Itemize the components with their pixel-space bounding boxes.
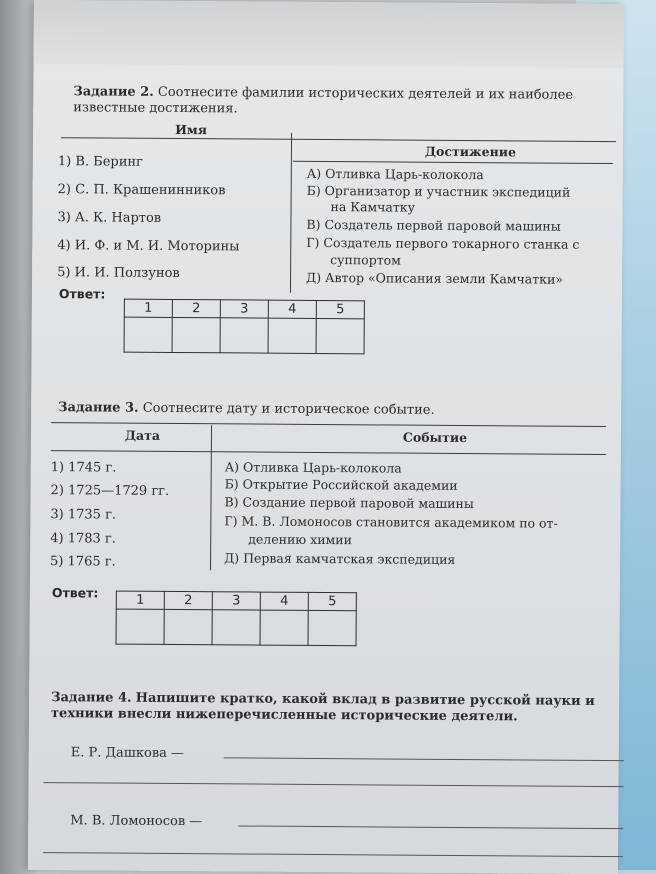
task2-answer-col-4: 4	[268, 300, 316, 318]
task3-date-5: 5) 1765 г.	[50, 554, 116, 570]
task3-answer-cell-5[interactable]	[308, 610, 356, 645]
task2-table-header-rule	[293, 161, 613, 164]
task2-achievement-b-line1: Б) Организатор и участник экспедиций	[306, 182, 571, 200]
task4-write-line-3[interactable]	[238, 825, 623, 829]
task3-event-d-line2: делению химии	[248, 531, 353, 548]
workbook-page	[28, 0, 624, 874]
task3-answer-col-5: 5	[308, 592, 356, 610]
task3-date-1: 1) 1745 г.	[50, 460, 117, 476]
task3-heading: Задание 3.	[58, 400, 139, 416]
task3-table-header-rule	[51, 450, 606, 455]
task2-answer-col-5: 5	[316, 300, 364, 318]
task2-name-4: 4) И. Ф. и М. И. Моторины	[57, 238, 240, 255]
task2-achievement-b-line2: на Камчатку	[330, 199, 416, 215]
task3-event-e: Д) Первая камчатская экспедиция	[224, 550, 456, 567]
task2-heading: Задание 2.	[73, 84, 154, 100]
task3-answer-cell-2[interactable]	[164, 609, 212, 644]
task2-answer-cell-2[interactable]	[172, 317, 220, 352]
task2-name-5: 5) И. И. Ползунов	[57, 265, 180, 282]
task3-answer-cell-4[interactable]	[260, 610, 308, 645]
task4-write-line-4[interactable]	[43, 852, 623, 857]
task2-table-top-rule	[61, 137, 616, 142]
task4-person-2: М. В. Ломоносов —	[70, 813, 203, 830]
page-top-band	[34, 0, 624, 68]
task2-answer-cell-4[interactable]	[268, 318, 316, 353]
task3-date-4: 4) 1783 г.	[50, 531, 116, 547]
task3-table-divider	[210, 425, 212, 570]
task3-answer-cell-1[interactable]	[116, 609, 164, 644]
task3-title	[58, 400, 598, 420]
task2-answer-cell-3[interactable]	[220, 318, 268, 353]
task2-answer-cell-1[interactable]	[124, 317, 172, 352]
task4-title	[51, 690, 621, 726]
task2-name-2: 2) С. П. Крашенинников	[57, 182, 226, 199]
task2-answer-grid	[124, 299, 365, 355]
task3-event-b: Б) Открытие Российской академии	[224, 476, 458, 493]
task2-answer-cell-5[interactable]	[316, 318, 364, 353]
task2-text: Соотнесите фамилии исторических деятелей и их наиболее известные достижения.	[73, 84, 574, 117]
task3-text: Соотнесите дату и историческое событие.	[142, 400, 435, 418]
task3-date-3: 3) 1735 г.	[50, 507, 117, 523]
task3-col-date: Дата	[124, 427, 161, 443]
task2-table-divider	[290, 133, 292, 293]
task4-text: Напишите кратко, какой вклад в развитие русской науки и техники внесли нижеперечисленные исторические деятели.	[50, 690, 595, 725]
task3-date-2: 2) 1725—1729 гг.	[50, 483, 170, 499]
task4-person-1: Е. Р. Дашкова —	[70, 745, 185, 762]
task3-answer-col-4: 4	[260, 592, 308, 610]
task2-achievement-e: Д) Автор «Описания земли Камчатки»	[306, 269, 564, 287]
task2-col-achievement: Достижение	[424, 143, 517, 160]
task3-answer-col-2: 2	[164, 591, 212, 609]
task2-col-name: Имя	[175, 121, 208, 138]
task2-answer-col-1: 1	[124, 299, 172, 317]
task3-answer-cell-3[interactable]	[212, 610, 260, 645]
task2-achievement-c: В) Создатель первой паровой машины	[306, 216, 561, 234]
task3-answer-col-3: 3	[212, 592, 260, 610]
task2-achievement-a: А) Отливка Царь-колокола	[306, 165, 484, 183]
task3-event-a: А) Отливка Царь-колокола	[224, 459, 402, 476]
task2-name-3: 3) А. К. Нартов	[57, 210, 162, 226]
task3-col-event: Событие	[402, 429, 468, 446]
task2-name-1: 1) В. Беринг	[57, 154, 143, 170]
task3-event-d-line1: Г) М. В. Ломоносов становится академиком по от-	[224, 513, 558, 531]
task4-write-line-2[interactable]	[44, 782, 624, 787]
task2-answer-col-2: 2	[172, 299, 220, 317]
task3-table-top-rule	[51, 422, 606, 427]
task2-answer-label: Ответ:	[58, 286, 106, 302]
task2-title	[73, 84, 613, 120]
task3-answer-col-1: 1	[116, 591, 164, 609]
task4-write-line-1[interactable]	[224, 757, 624, 761]
task2-achievement-d-line1: Г) Создатель первого токарного станка с	[306, 234, 580, 252]
task4-heading: Задание 4.	[51, 690, 132, 706]
task3-answer-grid	[116, 591, 357, 647]
task3-event-c: В) Создание первой паровой машины	[224, 494, 474, 512]
task2-achievement-d-line2: суппортом	[330, 252, 401, 268]
task2-answer-col-3: 3	[220, 300, 268, 318]
task3-answer-label: Ответ:	[51, 585, 99, 601]
